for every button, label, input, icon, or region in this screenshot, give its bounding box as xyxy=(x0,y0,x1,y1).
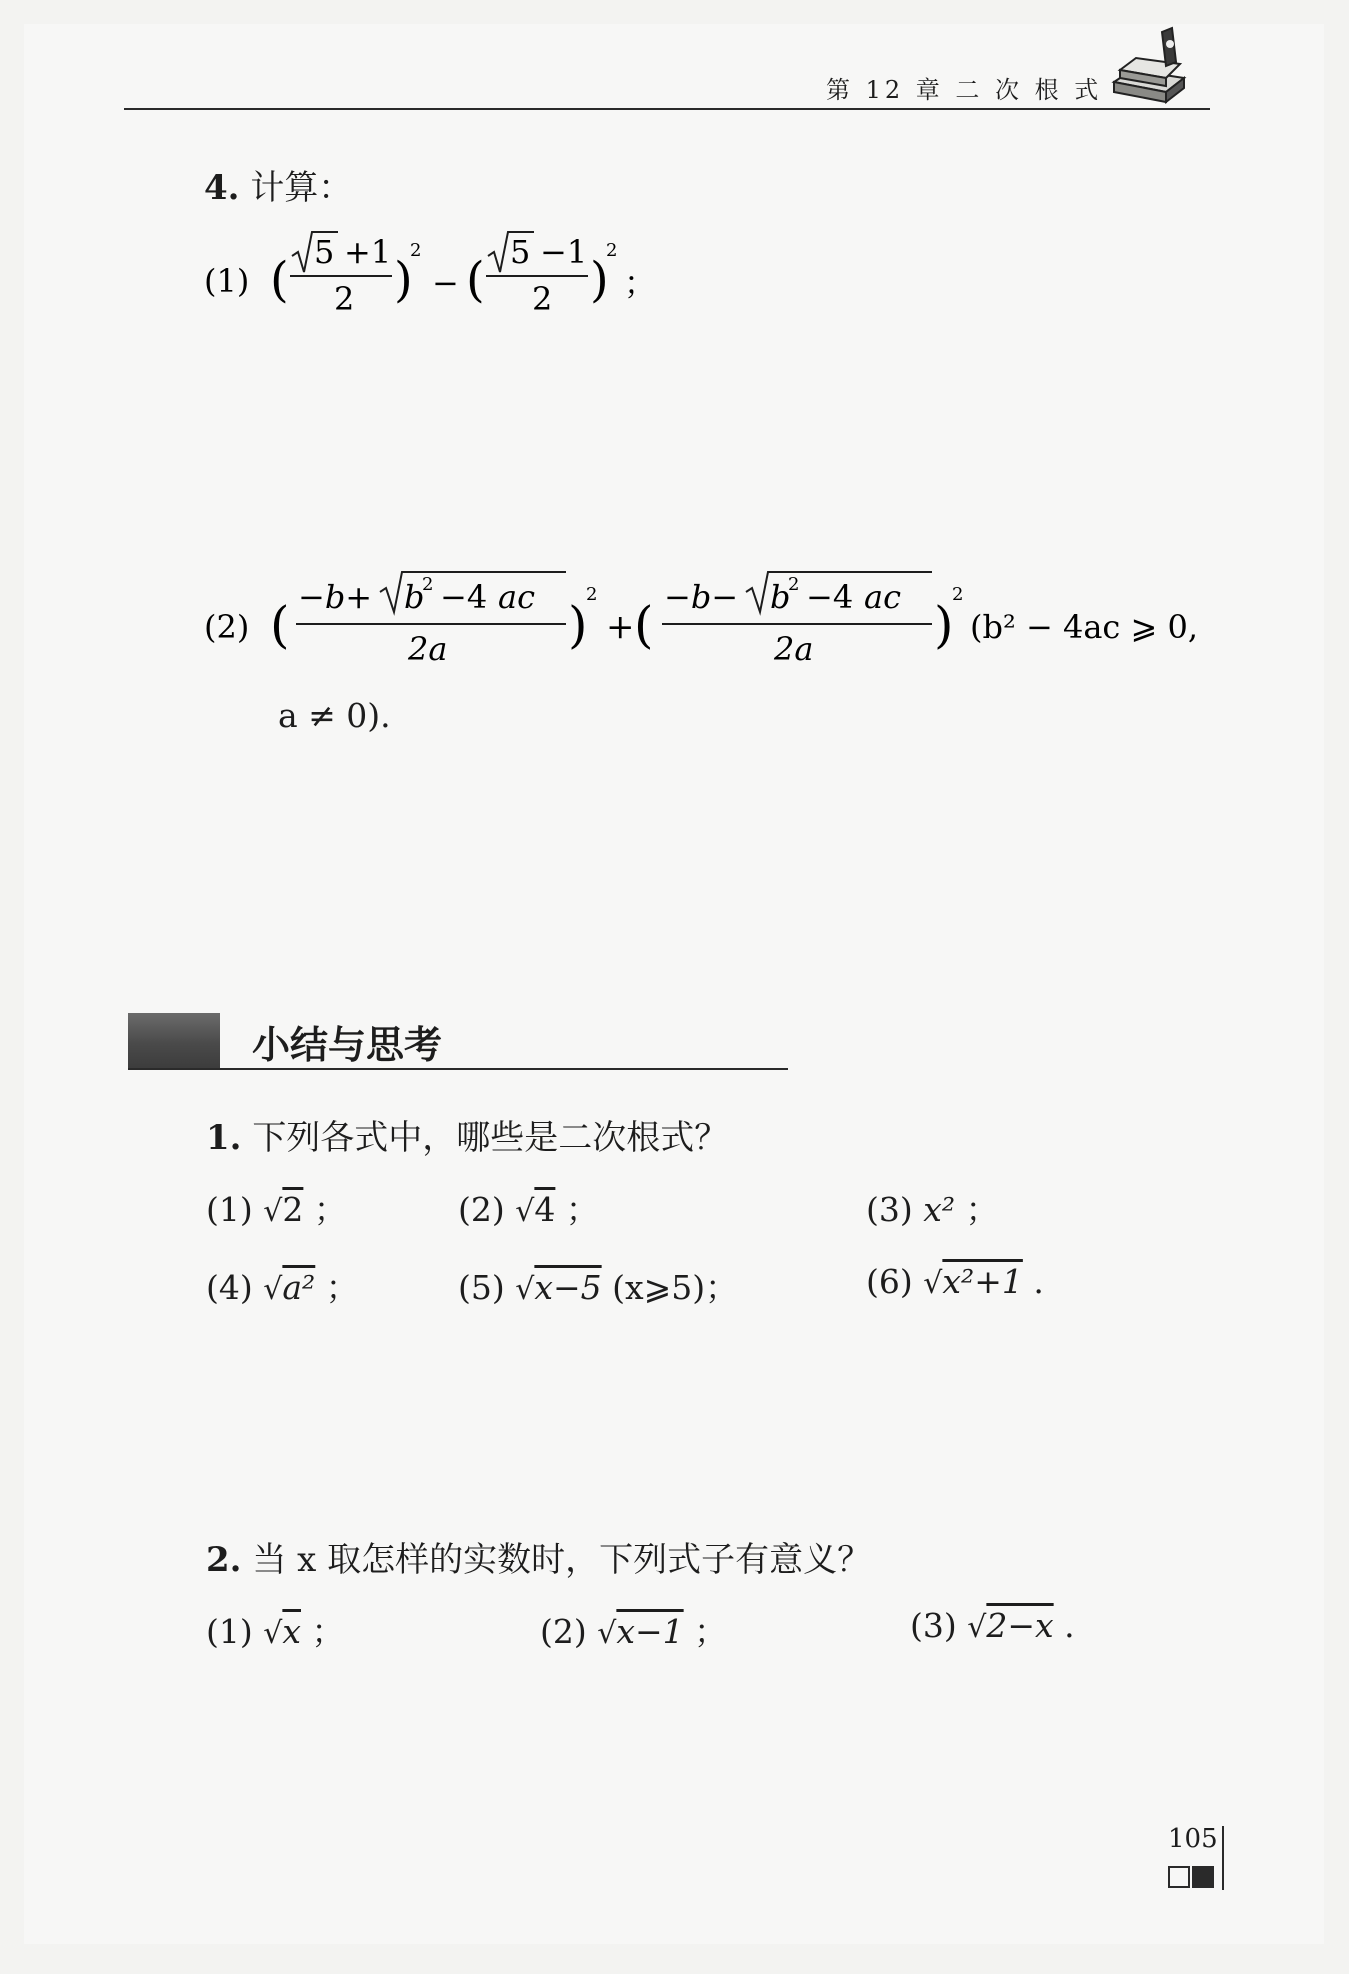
end-mark: ； xyxy=(624,264,657,302)
radicand: ac xyxy=(498,578,535,616)
exponent: 2 xyxy=(586,584,598,605)
denominator: 2a xyxy=(408,630,448,668)
q4-part1-formula xyxy=(204,226,724,326)
exponent: 2 xyxy=(952,584,964,605)
denominator: 2 xyxy=(334,280,355,318)
numerator-part: −b− xyxy=(664,578,739,616)
section-marker xyxy=(128,1013,220,1069)
minus-sign: − xyxy=(432,264,459,302)
exponent: 2 xyxy=(788,574,800,595)
condition: (b² − 4ac ⩾ 0, xyxy=(970,608,1198,646)
numerator-part: −b+ xyxy=(298,578,373,616)
right-paren: ) xyxy=(590,252,609,308)
question-text: 当 x 取怎样的实数时，下列式子有意义？ xyxy=(252,1540,872,1580)
list-item: (1) √x ； xyxy=(206,1612,345,1651)
left-paren: ( xyxy=(270,596,290,654)
section-title: 小结与思考 xyxy=(252,1023,443,1067)
right-paren: ) xyxy=(394,252,413,308)
denominator: 2a xyxy=(774,630,814,668)
radicand: ac xyxy=(864,578,901,616)
chapter-header: 第 12 章 二 次 根 式 xyxy=(826,76,1103,104)
list-item: (2) √4 ； xyxy=(458,1190,599,1229)
right-paren: ) xyxy=(568,596,588,654)
minus-one: −1 xyxy=(540,233,588,271)
page-marker-icon xyxy=(1168,1866,1216,1888)
exponent: 2 xyxy=(410,240,422,261)
header-rule xyxy=(124,108,1210,110)
page-number: 105 xyxy=(1168,1824,1218,1854)
question-number: 4. xyxy=(204,168,240,208)
exponent: 2 xyxy=(422,574,434,595)
q4-part2-formula xyxy=(204,568,1214,678)
plus-sign: + xyxy=(606,607,635,647)
radicand: 5 xyxy=(314,233,335,271)
question-number: 2. xyxy=(206,1540,242,1580)
list-item: (3) x² ； xyxy=(866,1190,999,1229)
summary-question-1-title xyxy=(206,1110,728,1159)
list-item: (2) √x−1 ； xyxy=(540,1612,728,1651)
book-stack-icon xyxy=(1110,26,1188,106)
filled-square-icon xyxy=(1192,1866,1214,1888)
exponent: 2 xyxy=(606,240,618,261)
question-text: 下列各式中，哪些是二次根式？ xyxy=(252,1118,729,1158)
list-item: (6) √x²+1 . xyxy=(866,1262,1044,1301)
radicand: 5 xyxy=(510,233,531,271)
left-paren: ( xyxy=(634,596,654,654)
left-paren: ( xyxy=(466,252,485,308)
radicand: b xyxy=(404,578,425,616)
summary-question-2-title xyxy=(206,1532,871,1581)
left-paren: ( xyxy=(270,252,289,308)
list-item: (5) √x−5 (x⩾5)； xyxy=(458,1268,739,1307)
radicand: b xyxy=(770,578,791,616)
right-paren: ) xyxy=(934,596,954,654)
question-number: 1. xyxy=(206,1118,242,1158)
q4-part2-condition-continued: a ≠ 0). xyxy=(278,696,391,735)
part-label: (2) xyxy=(204,608,250,646)
list-item: (4) √a² ； xyxy=(206,1268,359,1307)
radicand: −4 xyxy=(806,578,854,616)
list-item: (3) √2−x . xyxy=(910,1606,1075,1645)
section-rule xyxy=(128,1068,788,1070)
denominator: 2 xyxy=(532,280,553,318)
list-item: (1) √2 ； xyxy=(206,1190,347,1229)
question-4-title xyxy=(204,160,352,209)
part-label: (1) xyxy=(204,262,250,300)
page-number-rule xyxy=(1222,1826,1224,1890)
plus-one: +1 xyxy=(344,233,392,271)
radicand: −4 xyxy=(440,578,488,616)
question-text: 计算： xyxy=(250,168,353,208)
empty-square-icon xyxy=(1168,1866,1190,1888)
